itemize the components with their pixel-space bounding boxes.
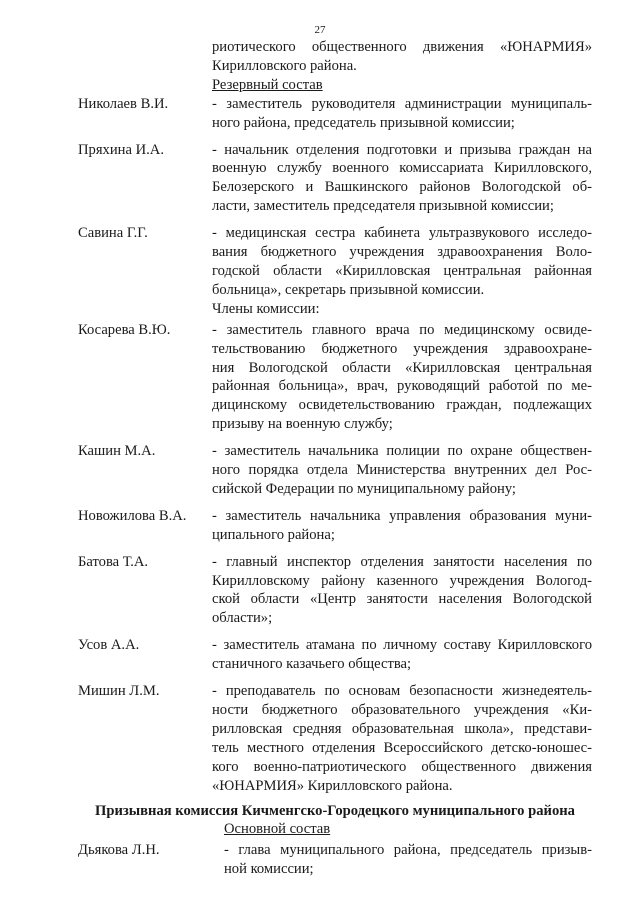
document-body (78, 38, 592, 879)
description-line: Кирилловскому району казенного учреждения Вологод- (212, 572, 592, 589)
intro-continuation (78, 38, 592, 76)
description-line: - заместитель начальника полиции по охране обществен- (212, 443, 592, 460)
member-row (78, 95, 592, 133)
intro-line: Кирилловского района. (212, 57, 357, 74)
description-line: ного порядка отдела Министерства внутренних дел Рос- (212, 462, 592, 479)
description-line: - начальник отделения подготовки и призыва граждан на (212, 141, 592, 158)
member-description (212, 553, 592, 629)
member-name: Косарева В.Ю. (78, 321, 171, 338)
member-description (224, 841, 592, 879)
member-description (212, 224, 592, 300)
member-description (212, 682, 592, 795)
description-line: - заместитель главного врача по медицинскому освиде- (212, 321, 592, 338)
member-name: Мишин Л.М. (78, 683, 160, 700)
member-row (78, 224, 592, 300)
description-line: - медицинская сестра кабинета ультразвукового исследо- (212, 225, 592, 242)
member-name: Пряхина И.А. (78, 141, 164, 158)
description-line: призыву на военную службу; (212, 416, 393, 433)
description-line: дицинскому освидетельствованию граждан, подлежащих (212, 397, 592, 414)
member-description (212, 321, 592, 434)
intro-line: риотического общественного движения «ЮНАРМИЯ» (212, 39, 592, 55)
member-name: Савина Г.Г. (78, 225, 148, 242)
description-line: «ЮНАРМИЯ» Кирилловского района. (212, 777, 453, 794)
description-line: - заместитель атамана по личному составу Кирилловского (212, 637, 592, 654)
member-description (212, 141, 592, 217)
reserve-heading-row (78, 76, 592, 95)
description-line: ной комиссии; (224, 861, 314, 878)
description-line: годской области «Кирилловская центральная районная (212, 262, 592, 279)
commission-heading: Призывная комиссия Кичменгско-Городецкого муниципального района (95, 802, 575, 819)
member-name: Усов А.А. (78, 637, 140, 654)
description-line: рилловская средняя образовательная школа», представи- (212, 720, 592, 737)
description-line: кого военно-патриотического общественного движения (212, 758, 592, 775)
description-line: ного района, председатель призывной комиссии; (212, 114, 515, 131)
main-heading-row (78, 820, 592, 839)
description-line: Белозерского и Вашкинского районов Вологодской об- (212, 179, 592, 196)
member-description (212, 442, 592, 499)
member-row (78, 636, 592, 674)
description-line: - глава муниципального района, председатель призыв- (224, 842, 592, 859)
members-heading: Члены комиссии: (212, 300, 320, 317)
description-line: ской области «Центр занятости населения Вологодской (212, 591, 592, 608)
members-heading-row (78, 300, 592, 319)
reserve-heading: Резервный состав (212, 76, 323, 93)
member-row (78, 553, 592, 629)
description-line: - заместитель руководителя администрации муниципаль- (212, 95, 592, 112)
member-description (212, 507, 592, 545)
description-line: ласти, заместитель председателя призывной комиссии; (212, 198, 554, 215)
description-line: - преподаватель по основам безопасности жизнедеятель- (212, 683, 592, 700)
member-name: Новожилова В.А. (78, 507, 187, 524)
member-row (78, 841, 592, 879)
description-line: ципального района; (212, 526, 335, 543)
member-name: Николаев В.И. (78, 95, 169, 112)
description-line: тельствованию бюджетного учреждения здравоохране- (212, 340, 592, 357)
description-line: вания бюджетного учреждения здравоохранения Воло- (212, 244, 592, 261)
page-number: 27 (314, 24, 326, 36)
description-line: станичного казачьего общества; (212, 656, 412, 673)
member-name: Батова Т.А. (78, 553, 149, 570)
description-line: области»; (212, 610, 273, 627)
description-line: тель местного отделения Всероссийского детско-юношес- (212, 739, 592, 756)
description-line: районная больница», врач, руководящий работой по ме- (212, 378, 592, 395)
member-row (78, 141, 592, 217)
description-line: сийской Федерации по муниципальному району; (212, 480, 516, 497)
description-line: - главный инспектор отделения занятости населения по (212, 553, 592, 570)
description-line: ности бюджетного образовательного учреждения «Ки- (212, 702, 592, 718)
member-description (212, 95, 592, 133)
description-line: больница», секретарь призывной комиссии. (212, 281, 485, 298)
description-line: ния Вологодской области «Кирилловская центральная (212, 359, 592, 376)
member-name: Кашин М.А. (78, 443, 156, 460)
member-row (78, 442, 592, 499)
member-row (78, 507, 592, 545)
member-row (78, 321, 592, 434)
description-line: военную службу военного комиссариата Кирилловского, (212, 160, 592, 177)
member-row (78, 682, 592, 795)
member-description (212, 636, 592, 674)
main-heading: Основной состав (224, 821, 331, 838)
description-line: - заместитель начальника управления образования муни- (212, 507, 592, 524)
member-name: Дьякова Л.Н. (78, 842, 160, 859)
